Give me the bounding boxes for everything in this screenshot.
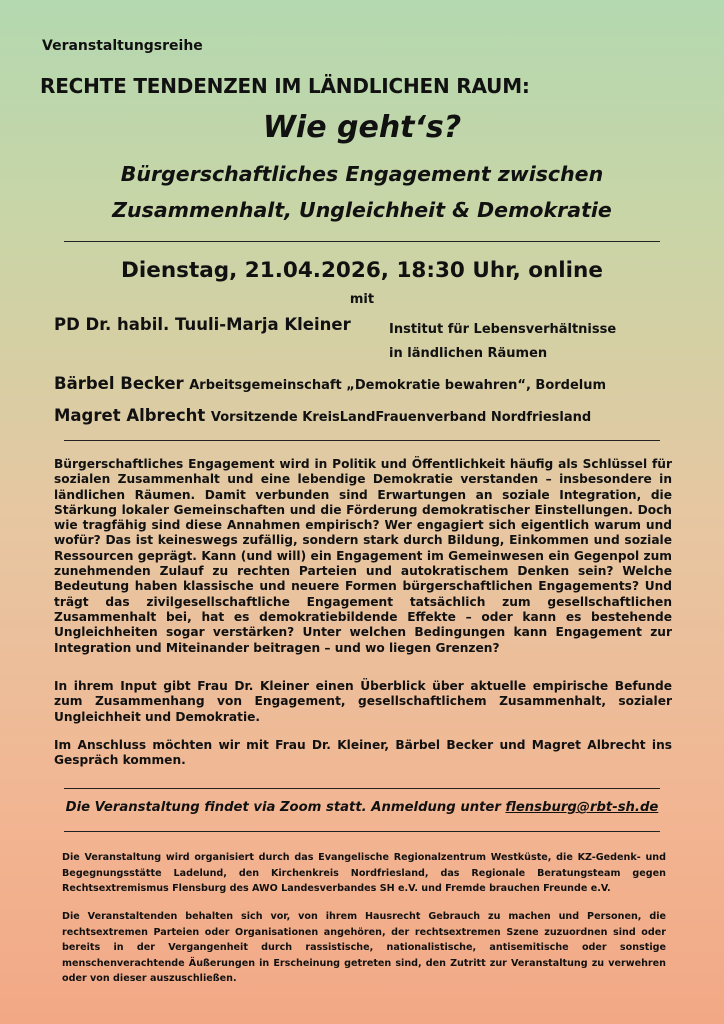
speaker-name: PD Dr. habil. Tuuli-Marja Kleiner — [54, 315, 351, 334]
divider-zoom-top — [64, 788, 660, 789]
divider-top — [64, 241, 660, 242]
divider-zoom-bottom — [64, 831, 660, 832]
event-date: Dienstag, 21.04.2026, 18:30 Uhr, online — [121, 258, 603, 283]
speaker-becker — [54, 374, 606, 393]
speaker-albrecht — [54, 406, 591, 425]
speaker-kleiner — [54, 315, 351, 334]
with-label: mit — [349, 292, 375, 307]
discussion-paragraph: Im Anschluss möchten wir mit Frau Dr. Kleiner, Bärbel Becker und Magret Albrecht ins Gespräch kommen. — [54, 738, 672, 768]
speaker-role-line-2: in ländlichen Räumen — [389, 346, 548, 361]
divider-speakers — [64, 440, 660, 441]
disclaimer-text: Die Veranstaltenden behalten sich vor, von ihrem Hausrecht Gebrauch zu machen und Personen, die rechtsextremen Parteien oder Organisationen angehören, der rechtsextremen Szene zuzuordnen sind oder bereits in der Vergangenheit durch rassistische, nationalistische, antisemitische oder sonstige menschenverachtende Äußerungen in Erscheinung getreten sind, den Zutritt zur Veranstaltung zu verwehren oder von dieser auszuschließen. — [62, 911, 666, 984]
series-label: Veranstaltungsreihe — [42, 38, 203, 54]
subtitle-line-1: Bürgerschaftliches Engagement zwischen — [120, 162, 604, 186]
description-paragraph: Bürgerschaftliches Engagement wird in Politik und Öffentlichkeit häufig als Schlüssel für sozialen Zusammenhalt und eine lebendige Demokratie verstanden – insbesondere in ländlichen Räumen. Damit verbunden sind Erwartungen an soziale Integration, die Stärkung lokaler Gemeinschaften und die Förderung demokratischer Einstellungen. Doch wie tragfähig sind diese Annahmen empirisch? Wer engagiert sich eigentlich warum und wofür? Das ist keineswegs zufällig, sondern stark durch Bildung, Einkommen und soziale Ressourcen geprägt. Kann (und will) ein Engagement im Gemeinwesen ein Gegenpol zum zunehmenden Zulauf zu rechten Parteien und autokratischem Denken sein? Welche Bedeutung haben klassische und neuere Formen bürgerschaftlichen Engagements? Und trägt das zivilgesellschaftliche Engagement tatsächlich zum gesellschaftlichen Zusammenhalt bei, hat es demokratiebildende Effekte – oder kann es bestehende Ungleichheiten sogar verstärken? Unter welchen Bedingungen kann Engagement zur Integration und Miteinander beitragen – und wo liegen Grenzen? — [54, 457, 672, 655]
event-question: Wie geht‘s? — [262, 110, 462, 145]
main-title: RECHTE TENDENZEN IM LÄNDLICHEN RAUM: — [40, 74, 530, 98]
organizers-text: Die Veranstaltung wird organisiert durch das Evangelische Regionalzentrum Westküste, die KZ-Gedenk- und Begegnungsstätte Ladelund, den Kirchenkreis Nordfriesland, das Regionale Beratungsteam gegen Rechtsextremismus Flensburg des AWO Landesverbandes SH e.V. und Fremde brauchen Freunde e.V. — [62, 852, 666, 894]
speaker-role: Vorsitzende KreisLandFrauenverband Nordfriesland — [210, 410, 592, 425]
speaker-kleiner-role — [389, 318, 616, 366]
registration-email-link[interactable]: flensburg@rbt-sh.de — [505, 800, 659, 815]
zoom-registration — [0, 800, 724, 815]
subtitle-line-2: Zusammenhalt, Ungleichheit & Demokratie — [112, 198, 612, 222]
speaker-name: Magret Albrecht — [54, 406, 206, 425]
input-paragraph: In ihrem Input gibt Frau Dr. Kleiner einen Überblick über aktuelle empirische Befunde zum Zusammenhang von Engagement, gesellschaftlichem Zusammenhalt, sozialer Ungleichheit und Demokratie. — [54, 679, 672, 724]
speaker-role-line-1: Institut für Lebensverhältnisse — [389, 322, 617, 337]
zoom-text: Die Veranstaltung findet via Zoom statt. Anmeldung unter — [65, 800, 501, 815]
speaker-role: Arbeitsgemeinschaft „Demokratie bewahren“, Bordelum — [189, 378, 607, 393]
speaker-name: Bärbel Becker — [54, 374, 184, 393]
